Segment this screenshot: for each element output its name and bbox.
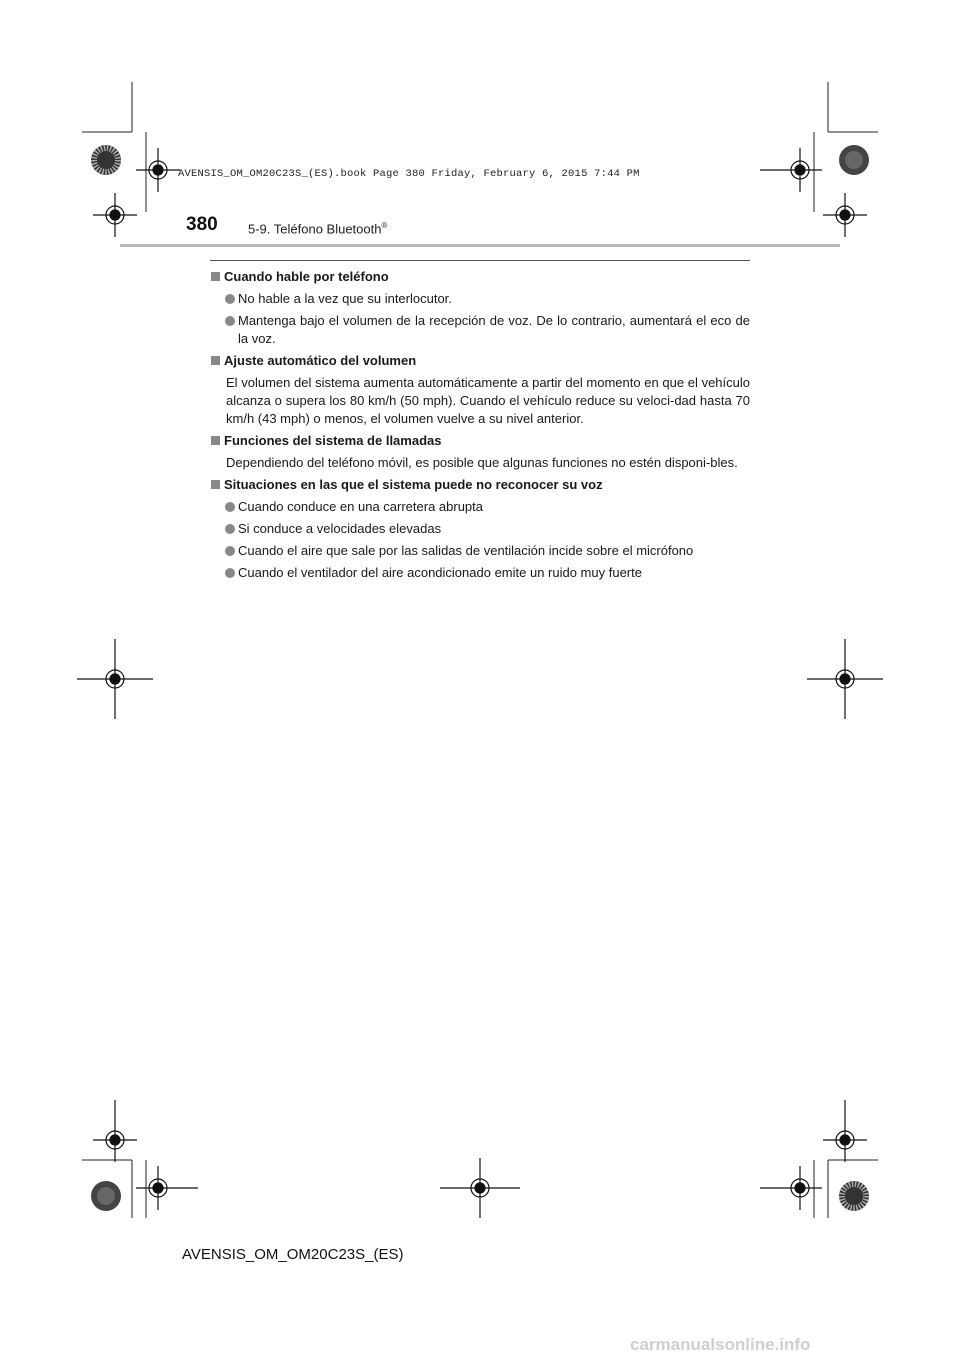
print-info: AVENSIS_OM_OM20C23S_(ES).book Page 380 Friday, February 6, 2015 7:44 PM xyxy=(178,168,640,180)
bullet-item: No hable a la vez que su interlocutor. xyxy=(210,290,750,308)
round-bullet-icon xyxy=(225,524,235,534)
heading-situaciones: Situaciones en las que el sistema puede no reconocer su voz xyxy=(210,476,750,494)
page-number: 380 xyxy=(186,214,218,235)
section-title xyxy=(248,221,387,236)
paragraph: El volumen del sistema aumenta automáticamente a partir del momento en que el vehículo alcanza o supera los 80 km/h (50 mph). Cuando el vehículo reduce su veloci-dad hasta 70 km/h (43 mph) o menos, el volumen vuelve a su nivel anterior. xyxy=(226,375,750,426)
bullet-item: Si conduce a velocidades elevadas xyxy=(210,520,750,538)
bullet-item: Cuando conduce en una carretera abrupta xyxy=(210,498,750,516)
round-bullet-icon xyxy=(225,502,235,512)
bullet-item: Cuando el aire que sale por las salidas de ventilación incide sobre el micrófono xyxy=(210,542,750,560)
heading-ajuste: Ajuste automático del volumen xyxy=(210,352,750,370)
content-rule xyxy=(210,260,750,261)
round-bullet-icon xyxy=(225,294,235,304)
section-title-text: 5-9. Teléfono Bluetooth xyxy=(248,221,382,237)
round-bullet-icon xyxy=(225,546,235,556)
heading-funciones: Funciones del sistema de llamadas xyxy=(210,432,750,450)
square-bullet-icon xyxy=(211,272,220,281)
paragraph: Dependiendo del teléfono móvil, es posible que algunas funciones no estén disponi-bles. xyxy=(226,455,738,470)
bullet-item: Cuando el ventilador del aire acondicionado emite un ruido muy fuerte xyxy=(210,564,750,582)
footer-code: AVENSIS_OM_OM20C23S_(ES) xyxy=(182,1246,404,1263)
header-rule xyxy=(120,244,840,247)
round-bullet-icon xyxy=(225,568,235,578)
bullet-item: Mantenga bajo el volumen de la recepción de voz. De lo contrario, aumentará el eco de la voz. xyxy=(210,312,750,348)
heading-hable: Cuando hable por teléfono xyxy=(210,268,750,286)
watermark: carmanualsonline.info xyxy=(630,1335,811,1354)
square-bullet-icon xyxy=(211,436,220,445)
registered-mark: ® xyxy=(381,221,388,230)
square-bullet-icon xyxy=(211,480,220,489)
square-bullet-icon xyxy=(211,356,220,365)
content xyxy=(210,268,750,582)
round-bullet-icon xyxy=(225,316,235,326)
